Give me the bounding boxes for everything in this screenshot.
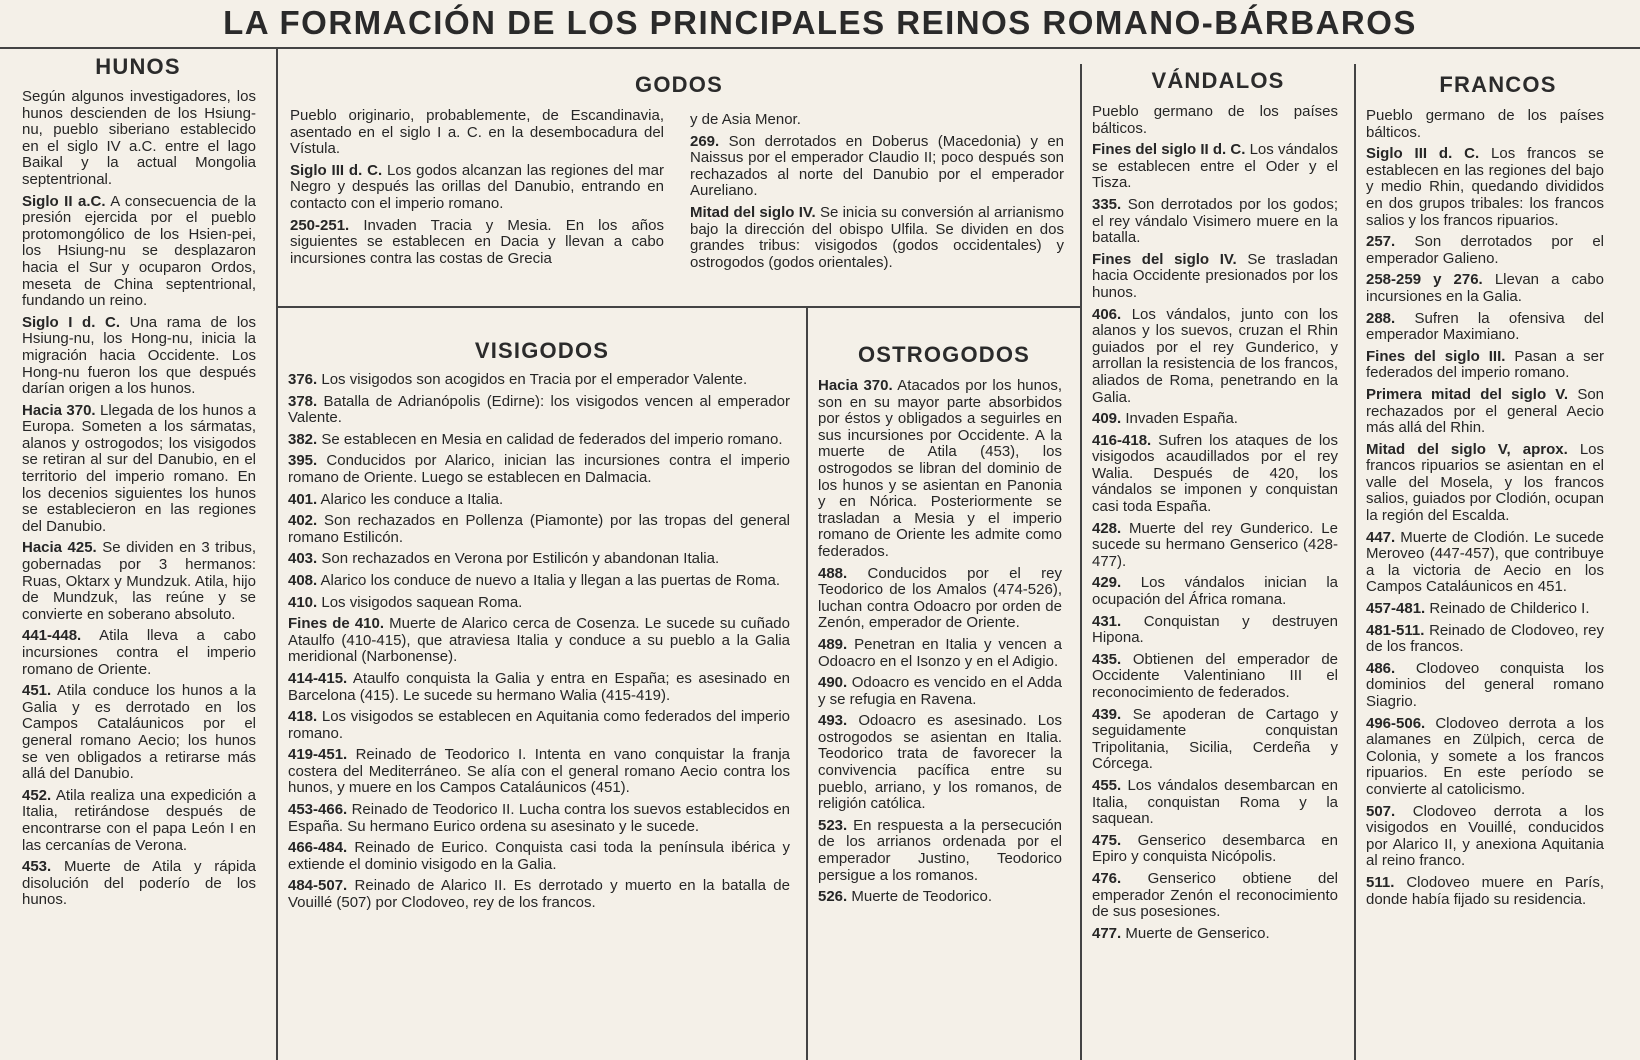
hunos-entry <box>22 540 256 623</box>
vandalos-entry <box>1092 307 1338 407</box>
entry-text: Se inicia su conversión al arrianismo bajo la dirección del obispo Ulfila. Se dividen en dos grandes tribus: visigodos (godos occidentales) y ostrogodos (godos orientales). <box>690 203 1064 271</box>
francos-entry <box>1366 349 1604 382</box>
title-divider <box>0 47 1640 49</box>
entry-date: 378. <box>288 392 318 410</box>
entry-date: Fines del siglo II d. C. <box>1092 141 1246 159</box>
entry-date: Hacia 370. <box>22 401 96 419</box>
vandalos-entry <box>1092 652 1338 702</box>
entry-text: A consecuencia de la presión ejercida por el pueblo protomongólico de los Hsien-pei, los Hsiung-nu se desplazaron hacia el Sur y ocuparon Ordos, meseta de China septentrional, fundando un reino. <box>22 192 256 310</box>
hunos-entry <box>22 788 256 854</box>
entry-date: 453-466. <box>288 801 348 819</box>
visigodos-heading: VISIGODOS <box>474 338 610 363</box>
entry-text: Clodoveo muere en París, donde había fijado su residencia. <box>1366 873 1604 908</box>
entry-date: Mitad del siglo IV. <box>690 203 816 221</box>
entry-date: 484-507. <box>288 877 348 895</box>
entry-text: Sufren la ofensiva del emperador Maximiano. <box>1366 309 1604 344</box>
francos-entry <box>1366 623 1604 656</box>
ostrogodos-heading: OSTROGODOS <box>857 342 1031 367</box>
entry-date: 250-251. <box>290 216 350 234</box>
entry-date: 269. <box>690 132 720 150</box>
entry-text: Los vándalos inician la ocupación del África romana. <box>1092 574 1338 609</box>
francos-entry <box>1366 442 1604 525</box>
vandalos-entry <box>1092 871 1338 921</box>
entry-text: Los visigodos son acogidos en Tracia por el emperador Valente. <box>321 372 748 388</box>
entry-date: Fines del siglo III. <box>1366 347 1506 365</box>
entry-text: Los vándalos se establecen entre el Oder y el Tisza. <box>1092 141 1338 192</box>
vandalos-entry <box>1092 521 1338 571</box>
ostrogodos-entry <box>818 378 1062 561</box>
entry-date: 457-481. <box>1366 600 1426 618</box>
hunos-entry <box>22 859 256 909</box>
entry-date: 401. <box>288 490 318 508</box>
entry-date: 490. <box>818 674 848 692</box>
francos-entry <box>1366 387 1604 437</box>
entry-date: Siglo II a.C. <box>22 192 106 210</box>
visigodos-entry <box>288 394 790 427</box>
visigodos-entry <box>288 595 790 612</box>
entry-date: 402. <box>288 512 318 530</box>
entry-date: Siglo III d. C. <box>290 161 383 179</box>
entry-text: Reinado de Teodorico II. Lucha contra los suevos establecidos en España. Su hermano Eurico ordena su asesinato y le sucede. <box>288 801 790 835</box>
vandalos-entry <box>1092 778 1338 828</box>
ostrogodos-entry <box>818 675 1062 708</box>
entry-date: 507. <box>1366 802 1396 820</box>
entry-text: Sufren los ataques de los visigodos acaudillados por el rey Walia. Después de 420, los vándalos se imponen y conquistan casi toda España. <box>1092 431 1338 516</box>
entry-date: 414-415. <box>288 669 348 687</box>
hunos-column <box>22 89 256 1055</box>
entry-text: Los francos ripuarios se asientan en el valle del Mosela, y los francos salios, guiados por Clodión, ocupan la región del Escalda. <box>1366 440 1604 525</box>
entry-text: Una rama de los Hsiung-nu, los Hong-nu, inicia la migración hacia Occidente. Los Hong-nu fueron los que después darían origen a los hunos. <box>22 313 256 398</box>
entry-date: 335. <box>1092 195 1122 213</box>
entry-text: Genserico desembarca en Epiro y conquista Nicópolis. <box>1092 831 1338 866</box>
vandalos-entry <box>1092 433 1338 516</box>
entry-text: Odoacro es asesinado. Los ostrogodos se asientan en Italia. Teodorico trata de favorecer la convivencia pacífica entre su pueblo, arriano, y los romanos, de religión católica. <box>818 712 1062 813</box>
francos-entry <box>1366 146 1604 229</box>
godos-entry <box>290 163 664 213</box>
entry-text: Conducidos por el rey Teodorico de los Amalos (474-526), luchan contra Odoacro por orden de Zenón, emperador de Oriente. <box>818 564 1062 632</box>
entry-date: 451. <box>22 682 52 700</box>
vandalos-entry <box>1092 104 1338 137</box>
vandalos-heading: VÁNDALOS <box>1151 68 1285 93</box>
entry-date: 496-506. <box>1366 714 1426 732</box>
hunos-entry <box>22 315 256 398</box>
entry-date: 257. <box>1366 233 1396 251</box>
vandalos-entry <box>1092 142 1338 192</box>
francos-entry <box>1366 311 1604 344</box>
entry-date: 418. <box>288 708 318 726</box>
godos-column-right <box>690 112 1064 302</box>
entry-date: 395. <box>288 452 318 470</box>
visigodos-entry <box>288 453 790 486</box>
entry-text: Muerte de Alarico cerca de Cosenza. Le sucede su cuñado Ataulfo (410-415), que atraviesa Italia y conduce a su pueblo a la Galia meridional (Narbonense). <box>288 615 790 666</box>
ostrogodos-entry <box>818 566 1062 632</box>
francos-entry <box>1366 108 1604 141</box>
francos-heading: FRANCOS <box>1439 72 1557 97</box>
entry-text: Los francos se establecen en las regiones del bajo y medio Rhin, quedando divididos en dos grupos tribales: los francos salios y los francos ripuarios. <box>1366 145 1604 229</box>
entry-text: Pasan a ser federados del imperio romano. <box>1366 347 1604 382</box>
entry-text: Genserico obtiene del emperador Zenón el reconocimiento de sus posesiones. <box>1092 869 1338 921</box>
entry-text: Los vándalos desembarcan en Italia, conquistan Roma y la saquean. <box>1092 776 1338 828</box>
visigodos-entry <box>288 432 790 449</box>
ostrogodos-entry <box>818 889 1062 906</box>
entry-text: Muerte de Atila y rápida disolución del poderío de los hunos. <box>22 858 256 909</box>
entry-text: Clodoveo derrota a los visigodos en Vouillé, conducidos por Alarico II, y anexiona Aquitania al reino franco. <box>1366 802 1604 870</box>
entry-text: Son rechazados por el general Aecio más allá del Rhin. <box>1366 385 1604 437</box>
entry-date: 403. <box>288 550 318 568</box>
column-divider-visigodos-ostrogodos <box>806 308 808 1060</box>
visigodos-entry <box>288 513 790 546</box>
ostrogodos-column <box>818 378 1062 1058</box>
entry-text: Muerte de Clodión. Le sucede Meroveo (447-457), que contribuye a la victoria de Aecio en los Campos Cataláunicos en 451. <box>1366 528 1604 596</box>
entry-date: 486. <box>1366 659 1396 677</box>
francos-column <box>1366 108 1604 1058</box>
francos-entry <box>1366 234 1604 267</box>
entry-text: Se apoderan de Cartago y seguidamente conquistan Tripolitania, Sicilia, Cerdeña y Córcega. <box>1092 705 1338 773</box>
francos-entry <box>1366 601 1604 618</box>
entry-date: 481-511. <box>1366 621 1425 639</box>
hunos-entry <box>22 628 256 678</box>
entry-date: Primera mitad del siglo V. <box>1366 385 1569 403</box>
entry-date: 489. <box>818 635 848 653</box>
entry-text: y de Asia Menor. <box>690 112 801 128</box>
entry-date: 258-259 y 276. <box>1366 271 1483 289</box>
entry-date: Hacia 370. <box>818 378 893 394</box>
entry-text: En respuesta a la persecución de los arrianos ordenada por el emperador Justino, Teodorico persigue a los romanos. <box>818 816 1062 884</box>
entry-text: Clodoveo derrota a los alamanes en Zülpich, cerca de Colonia, y somete a los francos ripuarios. En este período se convierte al catolicismo. <box>1366 714 1604 798</box>
entry-text: Muerte de Genserico. <box>1125 924 1270 942</box>
entry-text: Atila conduce los hunos a la Galia y es derrotado en los Campos Cataláunicos por el general romano Aecio; los hunos se ven obligados a retirarse más allá del Danubio. <box>22 682 256 783</box>
entry-date: 406. <box>1092 305 1122 323</box>
visigodos-entry <box>288 616 790 666</box>
entry-text: Batalla de Adrianópolis (Edirne): los visigodos vencen al emperador Valente. <box>288 392 790 427</box>
entry-text: Muerte del rey Gunderico. Le sucede su hermano Genserico (428-477). <box>1092 519 1338 570</box>
entry-text: Se dividen en 3 tribus, gobernadas por 3 hermanos: Ruas, Oktarx y Mundzuk. Atila, hijo de Mundzuk, las reúne y se convierte en soberano absoluto. <box>22 539 256 623</box>
entry-date: 435. <box>1092 650 1122 668</box>
entry-text: Los visigodos saquean Roma. <box>321 593 523 611</box>
vandalos-entry <box>1092 614 1338 647</box>
entry-text: Penetran en Italia y vencen a Odoacro en el Isonzo y en el Adigio. <box>818 635 1062 670</box>
godos-entry <box>690 205 1064 271</box>
entry-text: Pueblo germano de los países bálticos. <box>1366 108 1604 141</box>
hunos-entry <box>22 683 256 783</box>
entry-date: Fines del siglo IV. <box>1092 250 1237 268</box>
entry-date: 511. <box>1366 873 1395 891</box>
entry-text: Según algunos investigadores, los hunos descienden de los Hsiung-nu, pueblo siberiano establecido en el siglo IV a.C. entre el lago Baikal y la actual Mongolia septentrional. <box>22 89 256 188</box>
entry-date: 466-484. <box>288 839 348 857</box>
column-divider-godos-vandalos <box>1080 64 1082 1060</box>
entry-date: 493. <box>818 712 848 730</box>
hunos-entry <box>22 89 256 189</box>
entry-date: Hacia 425. <box>22 539 97 557</box>
vandalos-entry <box>1092 252 1338 302</box>
entry-date: 429. <box>1092 574 1122 592</box>
entry-date: 288. <box>1366 309 1396 327</box>
entry-text: Llevan a cabo incursiones en la Galia. <box>1366 271 1604 305</box>
francos-entry <box>1366 804 1604 870</box>
entry-date: 376. <box>288 372 318 388</box>
visigodos-entry <box>288 840 790 873</box>
visigodos-entry <box>288 747 790 797</box>
column-divider-hunos <box>276 49 278 1060</box>
vandalos-entry <box>1092 197 1338 247</box>
column-divider-vandalos-francos <box>1354 64 1356 1060</box>
entry-date: 476. <box>1092 869 1122 887</box>
entry-date: Fines de 410. <box>288 615 385 633</box>
entry-date: 439. <box>1092 705 1122 723</box>
entry-text: Pueblo germano de los países bálticos. <box>1092 104 1338 137</box>
godos-entry <box>690 134 1064 200</box>
francos-entry <box>1366 875 1604 908</box>
hunos-entry <box>22 403 256 536</box>
entry-text: Son derrotados por los godos; el rey vándalo Visimero muere en la batalla. <box>1092 195 1338 247</box>
entry-text: Conducidos por Alarico, inician las incursiones contra el imperio romano de Oriente. Luego se establecen en Dalmacia. <box>288 452 790 486</box>
entry-text: Clodoveo conquista los dominios del general romano Siagrio. <box>1366 659 1604 710</box>
francos-entry <box>1366 272 1604 305</box>
entry-text: Alarico les conduce a Italia. <box>320 490 504 508</box>
entry-date: 428. <box>1092 519 1122 537</box>
entry-text: Los visigodos se establecen en Aquitania como federados del imperio romano. <box>288 708 790 742</box>
hunos-entry <box>22 194 256 310</box>
entry-text: Reinado de Teodorico I. Intenta en vano conquistar la franja costera del Mediterráneo. Se alía con el general romano Aecio contra los hunos, y muere en los Campos Cataláunicos (451). <box>288 746 790 797</box>
entry-date: 408. <box>288 571 318 589</box>
entry-text: Reinado de Alarico II. Es derrotado y muerto en la batalla de Vouillé (507) por Clodoveo, rey de los francos. <box>288 877 790 912</box>
entry-text: Reinado de Clodoveo, rey de los francos. <box>1366 621 1604 656</box>
vandalos-entry <box>1092 575 1338 608</box>
visigodos-entry <box>288 372 790 389</box>
godos-entry <box>690 112 1064 129</box>
entry-date: 455. <box>1092 776 1122 794</box>
entry-date: 431. <box>1092 612 1122 630</box>
page-title: LA FORMACIÓN DE LOS PRINCIPALES REINOS ROMANO-BÁRBAROS <box>223 4 1417 41</box>
entry-date: 526. <box>818 888 848 906</box>
ostrogodos-entry <box>818 713 1062 813</box>
visigodos-entry <box>288 551 790 568</box>
visigodos-entry <box>288 492 790 509</box>
visigodos-entry <box>288 878 790 911</box>
vandalos-entry <box>1092 707 1338 773</box>
entry-text: Ataulfo conquista la Galia y entra en España; es asesinado en Barcelona (415). Le sucede su hermano Walia (415-419). <box>288 669 790 704</box>
entry-text: Invaden Tracia y Mesia. En los años siguientes se establecen en Dacia y llevan a cabo incursiones contra las costas de Grecia <box>290 216 664 267</box>
vandalos-column <box>1092 104 1338 1058</box>
entry-text: Llegada de los hunos a Europa. Someten a los sármatas, alanos y ostrogodos; los visigodos se retiran al sur del Danubio, en el territorio del imperio romano. En los decenios siguientes los hunos se establecieron en las regiones del Danubio. <box>22 401 256 535</box>
entry-text: Odoacro es vencido en el Adda y se refugia en Ravena. <box>818 674 1062 708</box>
entry-text: Reinado de Childerico I. <box>1429 600 1590 618</box>
entry-date: 447. <box>1366 528 1396 546</box>
entry-date: 488. <box>818 564 848 582</box>
entry-text: Atila lleva a cabo incursiones contra el imperio romano de Oriente. <box>22 627 256 678</box>
entry-date: 382. <box>288 430 318 448</box>
entry-date: 419-451. <box>288 746 348 764</box>
entry-text: Muerte de Teodorico. <box>851 888 993 906</box>
entry-text: Atacados por los hunos, son en su mayor parte absorbidos por éstos y obligados a seguirles en sus incursiones por Occidente. A la muerte de Atila (453), los ostrogodos se libran del dominio de los hunos y se asientan en Panonia y en Nórica. Posteriormente se trasladan a Mesia y el imperio romano de Oriente les admite como federados. <box>818 378 1062 560</box>
visigodos-entry <box>288 709 790 742</box>
entry-date: Mitad del siglo V, aprox. <box>1366 440 1568 458</box>
entry-text: Invaden España. <box>1125 410 1238 428</box>
entry-date: 441-448. <box>22 627 82 645</box>
entry-date: 523. <box>818 816 848 834</box>
entry-text: Son derrotados por el emperador Galieno. <box>1366 233 1604 267</box>
godos-column-left <box>290 108 664 303</box>
hunos-heading: HUNOS <box>95 54 181 79</box>
entry-text: Reinado de Eurico. Conquista casi toda la península ibérica y extiende el dominio visigodo en la Galia. <box>288 839 790 873</box>
francos-entry <box>1366 530 1604 596</box>
entry-text: Pueblo originario, probablemente, de Escandinavia, asentado en el siglo I a. C. en la desembocadura del Vístula. <box>290 108 664 158</box>
ostrogodos-entry <box>818 818 1062 884</box>
entry-date: 409. <box>1092 410 1122 428</box>
entry-text: Se establecen en Mesia en calidad de federados del imperio romano. <box>321 430 783 448</box>
godos-heading: GODOS <box>635 72 723 97</box>
entry-text: Son rechazados en Verona por Estilicón y abandonan Italia. <box>321 550 720 568</box>
entry-date: 477. <box>1092 924 1122 942</box>
vandalos-entry <box>1092 926 1338 943</box>
entry-text: Los godos alcanzan las regiones del mar Negro y después las orillas del Danubio, entrando en contacto con el imperio romano. <box>290 161 664 212</box>
visigodos-entry <box>288 671 790 704</box>
entry-date: 452. <box>22 786 52 804</box>
entry-date: Siglo III d. C. <box>1366 145 1480 163</box>
godos-entry <box>290 218 664 268</box>
entry-date: 453. <box>22 858 52 876</box>
entry-text: Atila realiza una expedición a Italia, retirándose después de encontrarse con el papa León I en las cercanías de Verona. <box>22 786 256 854</box>
entry-date: 475. <box>1092 831 1122 849</box>
entry-text: Los vándalos, junto con los alanos y los suevos, cruzan el Rhin guiados por el rey Gunderico, y arrollan la resistencia de los francos, aliados de Roma, penetrando en la Galia. <box>1092 305 1338 406</box>
entry-text: Obtienen del emperador de Occidente Valentiniano III el reconocimiento de federados. <box>1092 650 1338 701</box>
godos-bottom-divider <box>276 306 1080 308</box>
entry-text: Se trasladan hacia Occidente presionados por los hunos. <box>1092 250 1338 301</box>
entry-text: Conquistan y destruyen Hipona. <box>1092 612 1338 647</box>
entry-date: 416-418. <box>1092 431 1152 449</box>
visigodos-entry <box>288 573 790 590</box>
francos-entry <box>1366 661 1604 711</box>
vandalos-entry <box>1092 411 1338 428</box>
visigodos-column <box>288 372 790 1058</box>
francos-entry <box>1366 716 1604 799</box>
entry-date: 410. <box>288 593 318 611</box>
visigodos-entry <box>288 802 790 835</box>
entry-text: Alarico los conduce de nuevo a Italia y llegan a las puertas de Roma. <box>320 571 780 589</box>
entry-text: Son rechazados en Pollenza (Piamonte) por las tropas del general romano Estilicón. <box>288 512 790 546</box>
entry-date: Siglo I d. C. <box>22 313 120 331</box>
godos-entry <box>290 108 664 158</box>
ostrogodos-entry <box>818 637 1062 670</box>
vandalos-entry <box>1092 833 1338 866</box>
entry-text: Son derrotados en Doberus (Macedonia) y en Naissus por el emperador Claudio II; poco después son rechazados al norte del Danubio por el emperador Aureliano. <box>690 132 1064 200</box>
